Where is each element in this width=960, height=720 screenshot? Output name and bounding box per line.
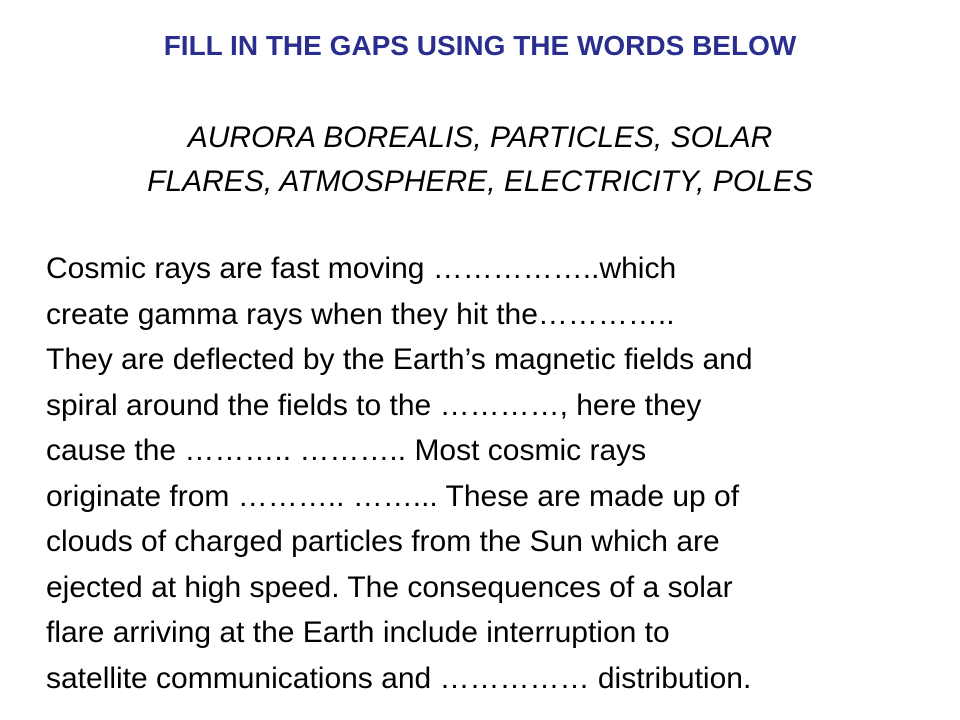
passage-line: cause the ……….. ……….. Most cosmic rays <box>46 434 647 467</box>
slide-title: FILL IN THE GAPS USING THE WORDS BELOW <box>163 30 797 61</box>
passage-line: originate from ……….. ……... These are made up of <box>46 479 740 513</box>
fill-in-passage <box>46 246 946 701</box>
passage-line: spiral around the fields to the …………, here they <box>46 388 702 422</box>
passage-line: satellite communications and …………… distribution. <box>46 661 752 695</box>
passage-line: clouds of charged particles from the Sun which are <box>46 525 720 558</box>
word-bank <box>0 116 960 204</box>
passage-line: flare arriving at the Earth include interruption to <box>46 616 670 649</box>
passage-line: ejected at high speed. The consequences of a solar <box>46 570 733 604</box>
passage-line: Cosmic rays are fast moving ……………..which <box>46 252 677 285</box>
passage-line: They are deflected by the Earth’s magnetic fields and <box>46 343 753 376</box>
passage-line: create gamma rays when they hit the………….. <box>46 297 675 331</box>
word-bank-line-2: FLARES, ATMOSPHERE, ELECTRICITY, POLES <box>147 165 813 198</box>
word-bank-line-1: AURORA BOREALIS, PARTICLES, SOLAR <box>187 121 773 154</box>
